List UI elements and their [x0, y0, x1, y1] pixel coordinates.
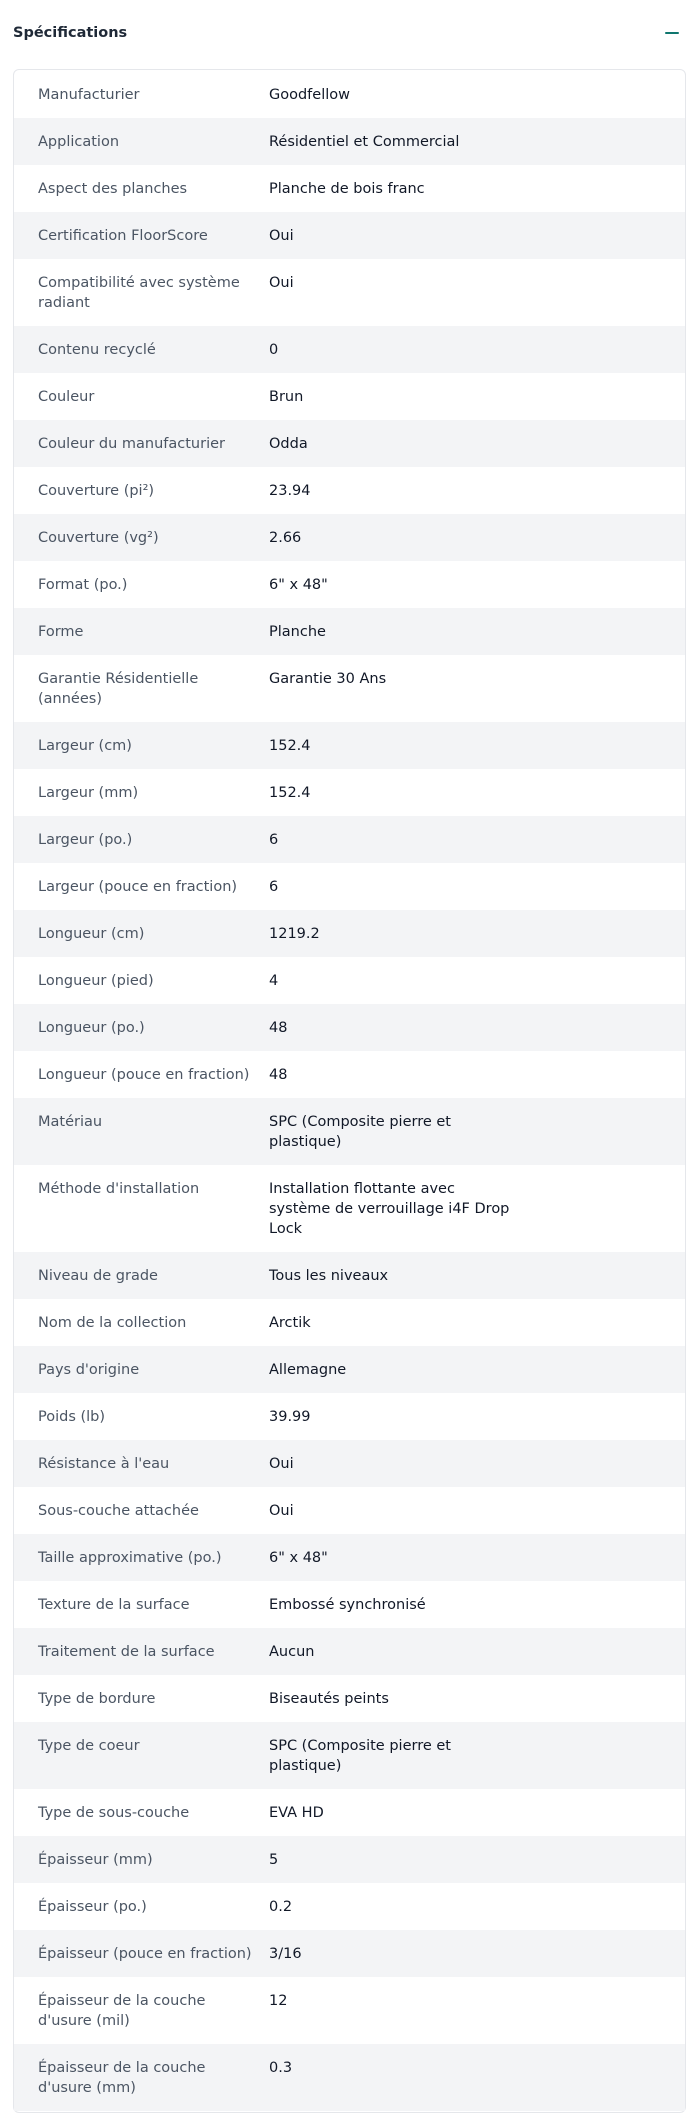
spec-label: Taille approximative (po.)	[38, 1550, 222, 1566]
spec-value: 1219.2	[269, 926, 320, 942]
spec-value: 2.66	[269, 530, 302, 546]
spec-row	[14, 957, 685, 1004]
spec-value: 0	[269, 342, 279, 358]
spec-value: Oui	[269, 275, 294, 291]
spec-row	[14, 118, 685, 165]
spec-row	[14, 816, 685, 863]
spec-row	[14, 863, 685, 910]
spec-value: 6" x 48"	[269, 1550, 328, 1566]
spec-label: Largeur (po.)	[38, 832, 133, 848]
spec-label: Application	[38, 134, 120, 150]
spec-label: Type de sous-couche	[38, 1805, 190, 1821]
spec-label: Épaisseur de la couche d'usure (mil)	[38, 1993, 206, 2029]
spec-value: 48	[269, 1067, 288, 1083]
spec-row	[14, 910, 685, 957]
spec-row	[14, 71, 685, 118]
spec-label: Largeur (cm)	[38, 738, 132, 754]
spec-row	[14, 1346, 685, 1393]
specifications-table	[13, 69, 686, 2113]
spec-label: Poids (lb)	[38, 1409, 106, 1425]
spec-label: Longueur (pouce en fraction)	[38, 1067, 250, 1083]
spec-row	[14, 1098, 685, 1165]
spec-row	[14, 1883, 685, 1930]
spec-value: Aucun	[269, 1644, 315, 1660]
spec-label: Certification FloorScore	[38, 228, 208, 244]
spec-value: 48	[269, 1020, 288, 1036]
spec-value: Planche de bois franc	[269, 181, 425, 197]
spec-label: Garantie Résidentielle (années)	[38, 671, 199, 707]
spec-row	[14, 420, 685, 467]
spec-value: 12	[269, 1993, 288, 2009]
spec-row	[14, 373, 685, 420]
spec-value: Planche	[269, 624, 326, 640]
spec-label: Compatibilité avec système radiant	[38, 275, 240, 311]
spec-label: Manufacturier	[38, 87, 140, 103]
spec-value: Arctik	[269, 1315, 311, 1331]
spec-label: Largeur (pouce en fraction)	[38, 879, 238, 895]
spec-label: Largeur (mm)	[38, 785, 139, 801]
spec-label: Résistance à l'eau	[38, 1456, 170, 1472]
specifications-header[interactable]	[0, 0, 697, 66]
spec-row	[14, 1628, 685, 1675]
spec-value: 6	[269, 832, 279, 848]
spec-row	[14, 1836, 685, 1883]
spec-value: 39.99	[269, 1409, 311, 1425]
spec-label: Couverture (pi²)	[38, 483, 155, 499]
spec-row	[14, 1440, 685, 1487]
spec-row	[14, 467, 685, 514]
spec-label: Méthode d'installation	[38, 1181, 200, 1197]
spec-value: 0.3	[269, 2060, 293, 2076]
spec-row	[14, 722, 685, 769]
spec-value: Oui	[269, 228, 294, 244]
spec-row	[14, 1930, 685, 1977]
spec-label: Type de coeur	[38, 1738, 140, 1754]
spec-value: Résidentiel et Commercial	[269, 134, 460, 150]
spec-row	[14, 212, 685, 259]
spec-value: Installation flottante avec système de verrouillage i4F Drop Lock	[269, 1181, 510, 1237]
spec-row	[14, 165, 685, 212]
spec-value: Goodfellow	[269, 87, 350, 103]
spec-row	[14, 561, 685, 608]
spec-label: Texture de la surface	[38, 1597, 190, 1613]
spec-row	[14, 1977, 685, 2044]
spec-value: Allemagne	[269, 1362, 347, 1378]
spec-label: Forme	[38, 624, 84, 640]
spec-label: Épaisseur de la couche d'usure (mm)	[38, 2060, 206, 2096]
spec-label: Couverture (vg²)	[38, 530, 159, 546]
spec-value: Biseautés peints	[269, 1691, 389, 1707]
spec-label: Longueur (cm)	[38, 926, 145, 942]
spec-value: Tous les niveaux	[269, 1268, 389, 1284]
spec-value: 5	[269, 1852, 279, 1868]
spec-value: Oui	[269, 1503, 294, 1519]
spec-value: 3/16	[269, 1946, 302, 1962]
spec-row	[14, 1534, 685, 1581]
spec-value: 4	[269, 973, 279, 989]
spec-value: SPC (Composite pierre et plastique)	[269, 1114, 451, 1150]
spec-row	[14, 1165, 685, 1252]
spec-value: EVA HD	[269, 1805, 324, 1821]
spec-label: Épaisseur (pouce en fraction)	[38, 1946, 252, 1962]
spec-value: 0.2	[269, 1899, 293, 1915]
spec-label: Épaisseur (mm)	[38, 1852, 153, 1868]
spec-label: Pays d'origine	[38, 1362, 140, 1378]
spec-label: Contenu recyclé	[38, 342, 156, 358]
spec-row	[14, 1722, 685, 1789]
spec-row	[14, 1004, 685, 1051]
spec-row	[14, 608, 685, 655]
spec-value: 152.4	[269, 738, 311, 754]
spec-row	[14, 1252, 685, 1299]
spec-label: Sous-couche attachée	[38, 1503, 199, 1519]
spec-row	[14, 1299, 685, 1346]
section-title: Spécifications	[13, 25, 128, 41]
spec-label: Longueur (po.)	[38, 1020, 145, 1036]
spec-label: Couleur du manufacturier	[38, 436, 225, 452]
spec-row	[14, 259, 685, 326]
spec-label: Niveau de grade	[38, 1268, 158, 1284]
spec-row	[14, 769, 685, 816]
spec-row	[14, 655, 685, 722]
spec-label: Traitement de la surface	[38, 1644, 215, 1660]
spec-value: Garantie 30 Ans	[269, 671, 387, 687]
spec-label: Matériau	[38, 1114, 103, 1130]
spec-label: Couleur	[38, 389, 95, 405]
spec-value: 152.4	[269, 785, 311, 801]
spec-value: Oui	[269, 1456, 294, 1472]
spec-value: 6	[269, 879, 279, 895]
spec-value: 23.94	[269, 483, 311, 499]
spec-row	[14, 1051, 685, 1098]
spec-value: Embossé synchronisé	[269, 1597, 426, 1613]
spec-value: Odda	[269, 436, 308, 452]
spec-row	[14, 1675, 685, 1722]
spec-value: Brun	[269, 389, 304, 405]
spec-label: Aspect des planches	[38, 181, 188, 197]
spec-row	[14, 1581, 685, 1628]
spec-row	[14, 514, 685, 561]
spec-label: Format (po.)	[38, 577, 128, 593]
spec-row	[14, 1789, 685, 1836]
spec-label: Type de bordure	[38, 1691, 156, 1707]
spec-label: Longueur (pied)	[38, 973, 154, 989]
spec-row	[14, 1393, 685, 1440]
spec-label: Épaisseur (po.)	[38, 1899, 147, 1915]
minus-icon	[665, 32, 679, 34]
spec-value: 6" x 48"	[269, 577, 328, 593]
spec-row	[14, 1487, 685, 1534]
spec-value: SPC (Composite pierre et plastique)	[269, 1738, 451, 1774]
spec-row	[14, 2044, 685, 2111]
collapse-button[interactable]	[660, 21, 684, 45]
spec-label: Nom de la collection	[38, 1315, 187, 1331]
spec-row	[14, 326, 685, 373]
